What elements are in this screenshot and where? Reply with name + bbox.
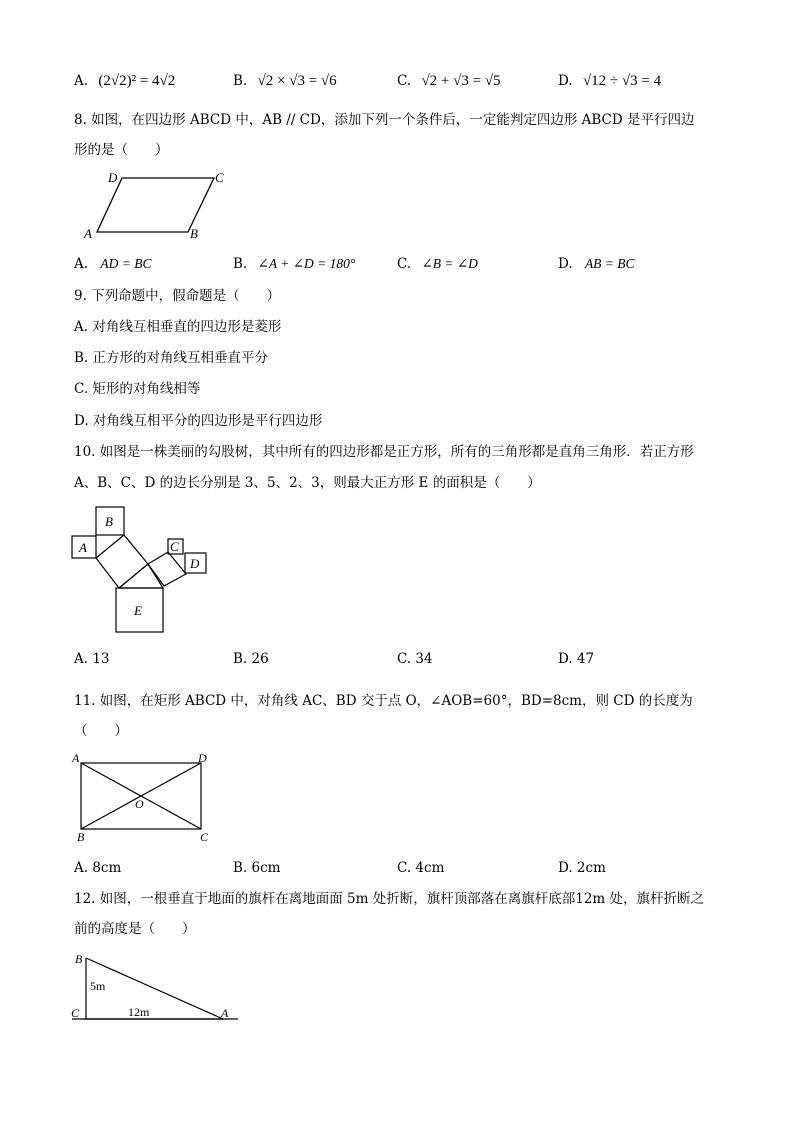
q9-option-b: B. 正方形的对角线互相垂直平分 (74, 350, 269, 366)
q7-option-c: C. √2 + √3 = √5 (397, 73, 501, 89)
q12-label-c: C (71, 1006, 80, 1020)
q10-option-a: A. 13 (74, 651, 110, 667)
q12-side-bc: 5m (90, 979, 106, 993)
q9-option-d: D. 对角线互相平分的四边形是平行四边形 (74, 413, 323, 429)
q11-label-a: A (72, 751, 80, 765)
q9-option-c: C. 矩形的对角线相等 (74, 381, 201, 397)
q11-stem-line1: 11. 如图，在矩形 ABCD 中，对角线 AC、BD 交于点 O，∠AOB=60°，BD=8cm，则 CD 的长度为 (74, 693, 693, 709)
q10-left-mid-square (96, 535, 148, 588)
q11-label-b: B (77, 830, 85, 844)
q8-option-c: C. ∠B = ∠D (397, 256, 478, 272)
q12-label-a: A (221, 1006, 229, 1020)
q8-label-b: B (190, 226, 198, 241)
q10-figure-pythagoras-tree (70, 506, 215, 636)
q11-figure-rectangle (70, 750, 215, 845)
q11-label-c: C (200, 830, 209, 844)
q11-option-a: A. 8cm (74, 860, 122, 876)
q12-side-ca: 12m (128, 1005, 150, 1019)
q10-tree-line-3 (148, 564, 163, 588)
q8-parallelogram-shape (97, 178, 214, 232)
q12-label-b: B (75, 952, 83, 966)
q10-stem-line2: A、B、C、D 的边长分别是 3、5、2、3，则最大正方形 E 的面积是（ ） (74, 475, 541, 491)
q10-label-a: A (79, 540, 87, 555)
q11-option-c: C. 4cm (397, 860, 445, 876)
q10-stem-line1: 10. 如图是一株美丽的勾股树，其中所有的四边形都是正方形，所有的三角形都是直角三角形．若正方形 (74, 444, 694, 460)
q8-label-c: C (215, 170, 224, 185)
q7-option-d-expr: √12 ÷ √3 = 4 (582, 73, 662, 89)
q12-figure-triangle (68, 950, 248, 1025)
q8-label-a: A (84, 226, 92, 241)
q11-option-d: D. 2cm (558, 860, 606, 876)
q12-triangle-shape (86, 958, 223, 1019)
q8-stem-line1: 8. 如图，在四边形 ABCD 中，AB // CD，添加下列一个条件后，一定能判定四边形 ABCD 是平行四边 (74, 112, 695, 128)
q11-stem-line2: （ ） (74, 723, 128, 739)
q12-stem-line2: 前的高度是（ ） (74, 921, 196, 937)
q8-option-b: B. ∠A + ∠D = 180° (233, 256, 356, 272)
q10-label-e: E (134, 603, 142, 618)
q7-option-b-expr: √2 × √3 = √6 (257, 73, 337, 89)
q10-option-c: C. 34 (397, 651, 433, 667)
q10-option-d: D. 47 (558, 651, 595, 667)
q12-stem-line1: 12. 如图，一根垂直于地面的旗杆在离地面面 5m 处折断，旗杆顶部落在离旗杆底部12m 处，旗杆折断之 (74, 891, 705, 907)
q7-option-a-expr: (2√2)² = 4√2 (98, 73, 176, 89)
q10-tree-line-2 (119, 564, 148, 588)
q7-option-a: A. (2√2)² = 4√2 (74, 73, 176, 89)
q8-stem-line2: 形的是（ ） (74, 142, 169, 158)
q10-label-d: D (190, 556, 200, 571)
q10-option-b: B. 26 (233, 651, 269, 667)
q11-label-d: D (198, 751, 207, 765)
q9-option-a: A. 对角线互相垂直的四边形是菱形 (74, 319, 282, 335)
q11-option-b: B. 6cm (233, 860, 281, 876)
q8-label-d: D (108, 170, 118, 185)
q8-option-d: D. AB = BC (558, 256, 635, 272)
q8-figure-parallelogram (80, 168, 240, 243)
q7-option-c-expr: √2 + √3 = √5 (421, 73, 501, 89)
q7-option-d: D. √12 ÷ √3 = 4 (558, 73, 662, 89)
q7-option-b: B. √2 × √3 = √6 (233, 73, 337, 89)
q10-label-b: B (105, 514, 113, 529)
q9-stem: 9. 下列命题中，假命题是（ ） (74, 288, 281, 304)
q10-label-c: C (170, 539, 179, 554)
q8-option-a: A. AD = BC (74, 256, 152, 272)
q11-label-o: O (135, 797, 144, 811)
q10-right-mid-square (148, 552, 186, 586)
